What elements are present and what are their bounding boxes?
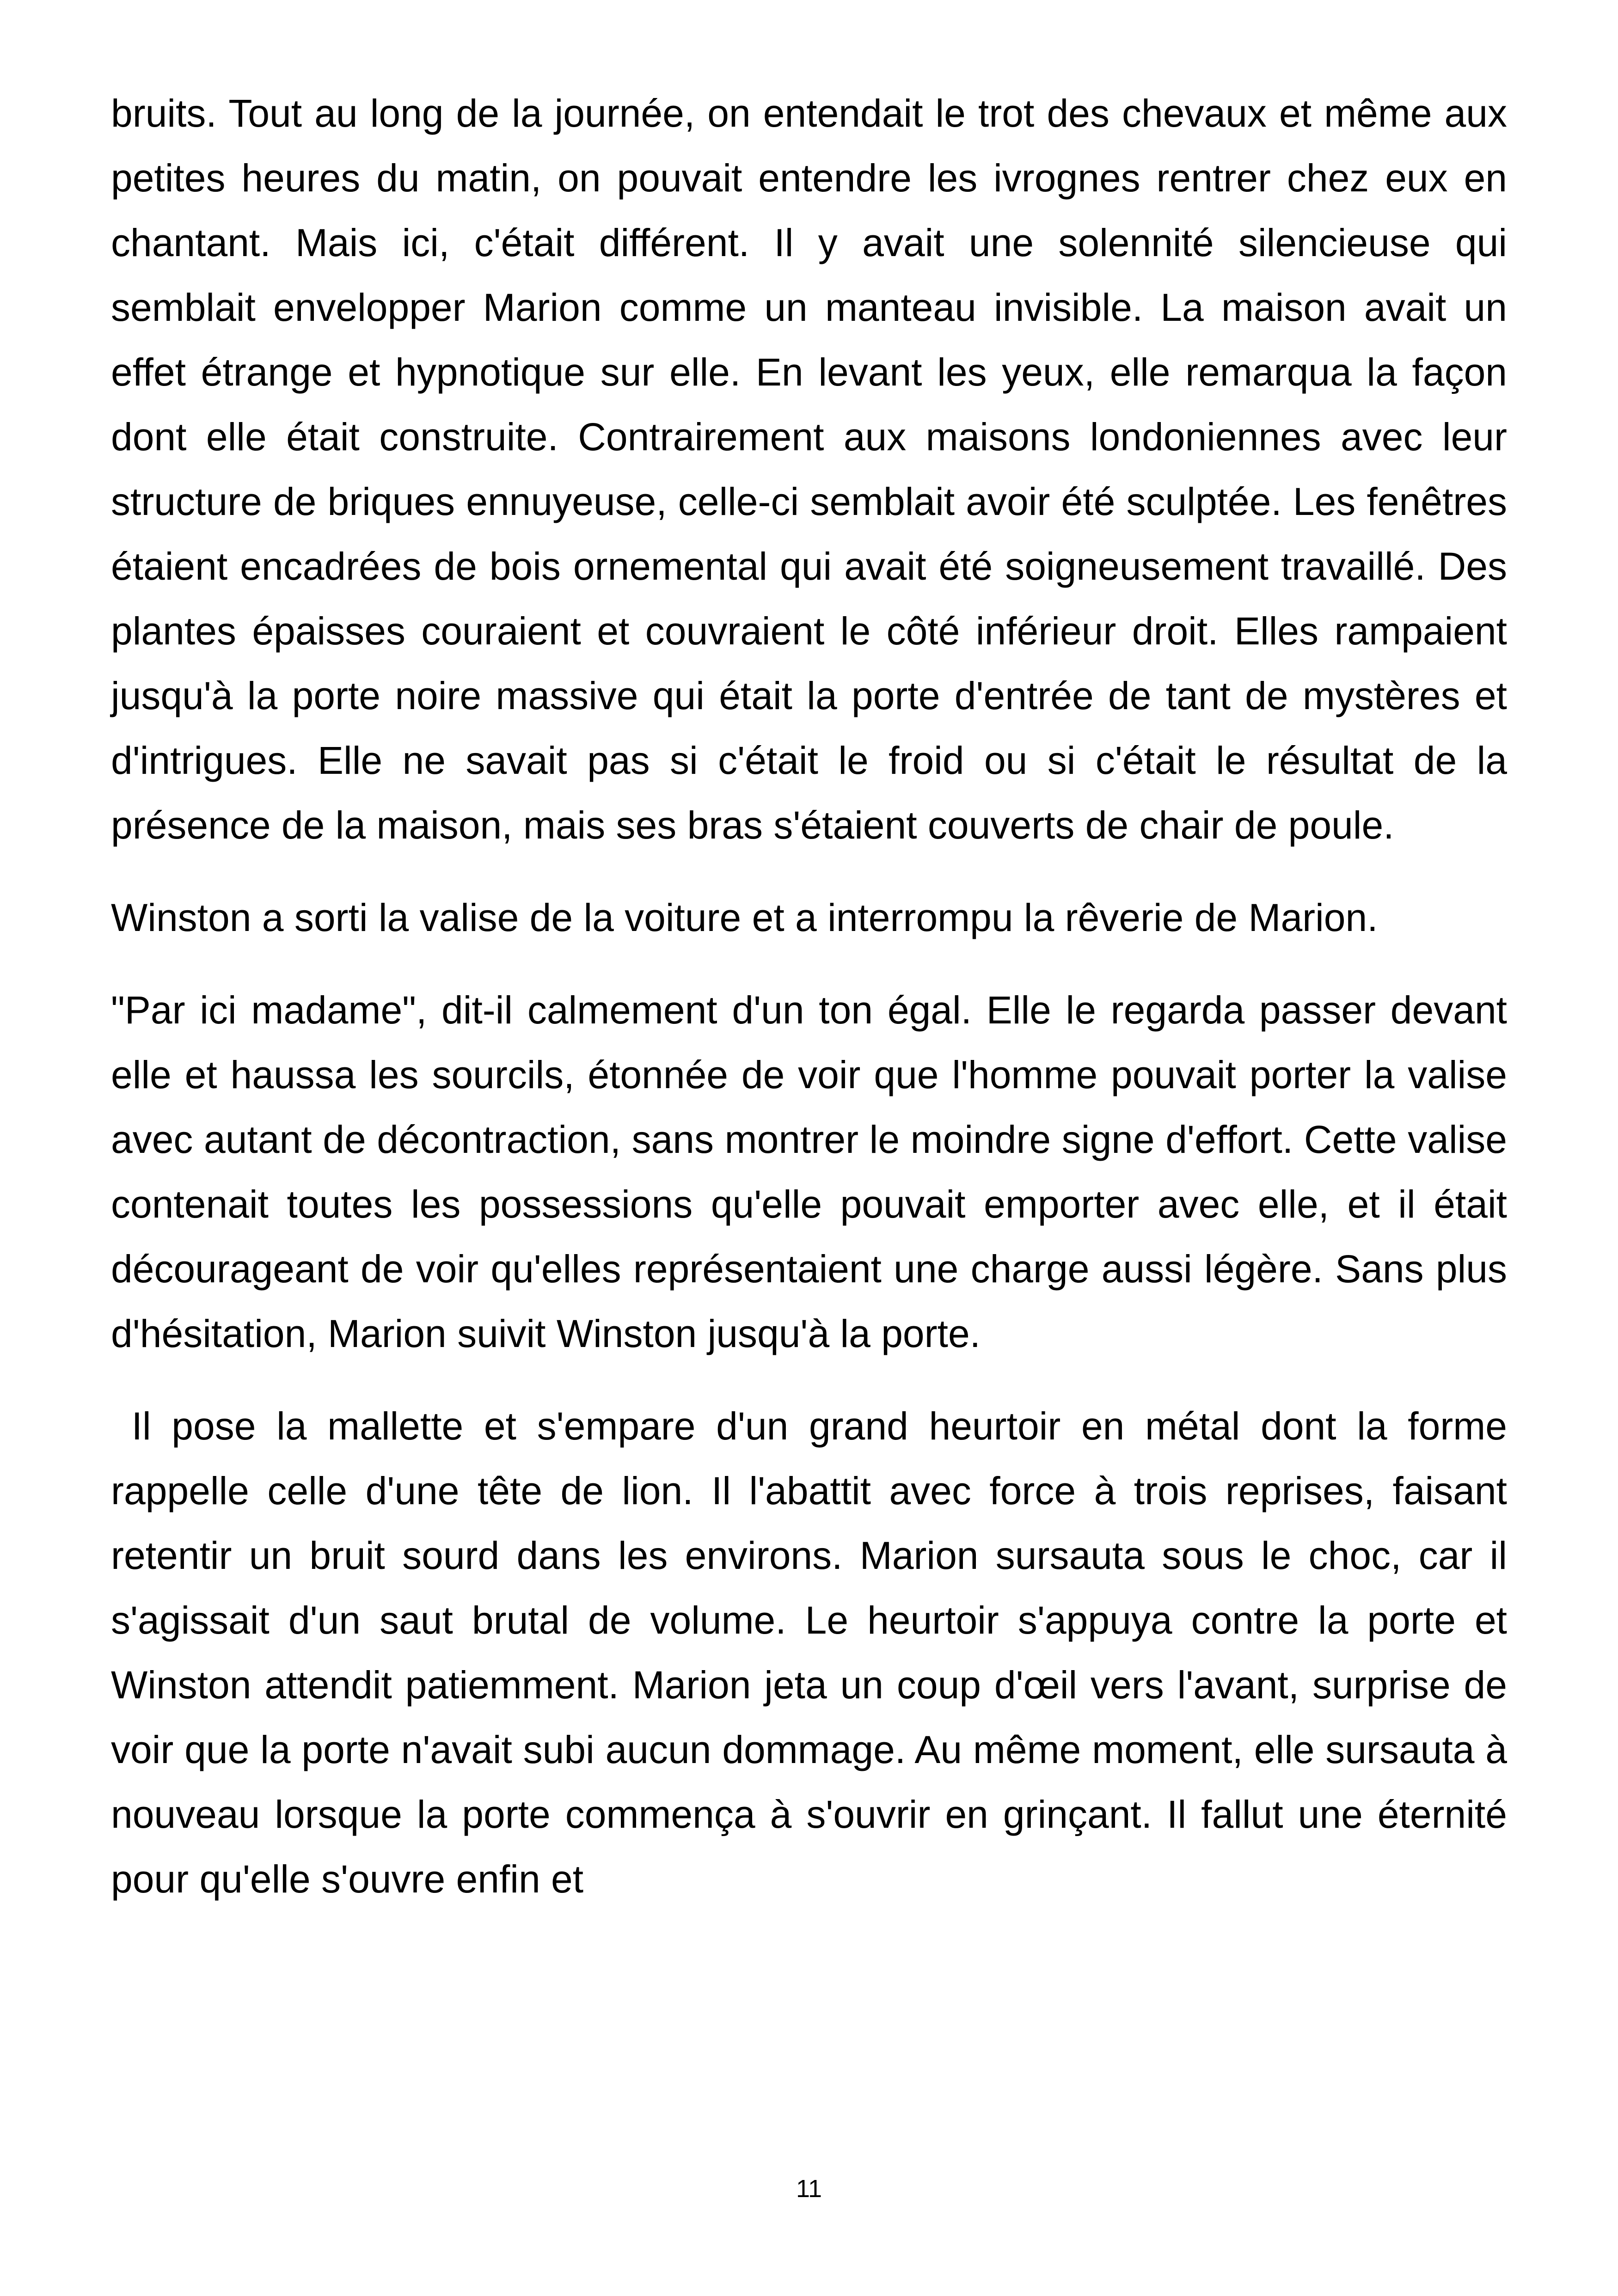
paragraph-1: bruits. Tout au long de la journée, on entendait le trot des chevaux et même aux petites heures du matin, on pouvait entendre les ivrognes rentrer chez eux en chantant. Mais ici, c'était différent. Il y avait une solennité silencieuse qui semblait envelopper Marion comme un manteau invisible. La maison avait un effet étrange et hypnotique sur elle. En levant les yeux, elle remarqua la façon dont elle était construite. Contrairement aux maisons londoniennes avec leur structure de briques ennuyeuse, celle-ci semblait avoir été sculptée. Les fenêtres étaient encadrées de bois ornemental qui avait été soigneusement travaillé. Des plantes épaisses couraient et couvraient le côté inférieur droit. Elles rampaient jusqu'à la porte noire massive qui était la porte d'entrée de tant de mystères et d'intrigues. Elle ne savait pas si c'était le froid ou si c'était le résultat de la présence de la maison, mais ses bras s'étaient couverts de chair de poule. [111, 92, 1507, 847]
paragraph-4: Il pose la mallette et s'empare d'un grand heurtoir en métal dont la forme rappelle celle d'une tête de lion. Il l'abattit avec force à trois reprises, faisant retentir un bruit sourd dans les environs. Marion sursauta sous le choc, car il s'agissait d'un saut brutal de volume. Le heurtoir s'appuya contre la porte et Winston attendit patiemment. Marion jeta un coup d'œil vers l'avant, surprise de voir que la porte n'avait subi aucun dommage. Au même moment, elle sursauta à nouveau lorsque la porte commença à s'ouvrir en grinçant. Il fallut une éternité pour qu'elle s'ouvre enfin et [111, 1404, 1518, 1901]
paragraph-2: Winston a sorti la valise de la voiture et a interrompu la rêverie de Marion. [111, 896, 1378, 939]
page-body [111, 81, 1518, 1911]
page-number: 11 [796, 2175, 822, 2203]
paragraph-3: "Par ici madame", dit-il calmement d'un ton égal. Elle le regarda passer devant elle et haussa les sourcils, étonnée de voir que l'homme pouvait porter la valise avec autant de décontraction, sans montrer le moindre signe d'effort. Cette valise contenait toutes les possessions qu'elle pouvait emporter avec elle, et il était décourageant de voir qu'elles représentaient une charge aussi légère. Sans plus d'hésitation, Marion suivit Winston jusqu'à la porte. [111, 988, 1507, 1355]
